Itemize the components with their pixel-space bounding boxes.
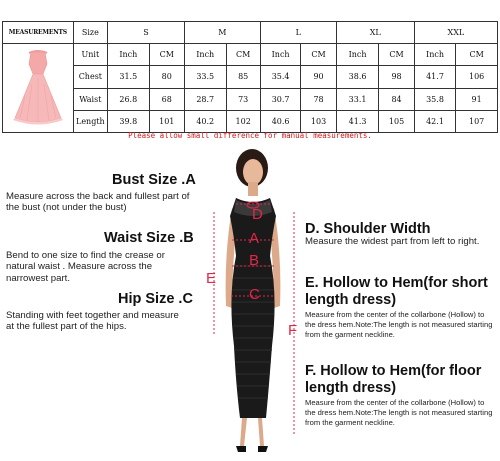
size-chart-table [2,21,498,133]
unit-inch: Inch [414,44,456,66]
table-cell: 84 [379,88,414,110]
unit-cm: CM [301,44,336,66]
table-cell: 102 [226,110,260,132]
table-cell: 41.7 [414,66,456,88]
table-cell: 90 [301,66,336,88]
short-hollow-to-hem-title: E. Hollow to Hem(for short length dress) [305,275,488,308]
hip-size-title: Hip Size .C [118,291,193,307]
unit-cm: CM [149,44,184,66]
unit-inch: Inch [108,44,150,66]
marker-d: D [252,206,263,223]
table-cell: 28.7 [184,88,226,110]
table-cell: 33.5 [184,66,226,88]
unit-inch: Inch [184,44,226,66]
dress-thumbnail [3,44,74,133]
table-cell: 35.4 [260,66,301,88]
table-row-waist [3,88,498,110]
table-row-chest [3,66,498,88]
shoulder-width-title: D. Shoulder Width [305,221,431,237]
marker-b: B [249,252,260,269]
row-label-waist: Waist [73,88,107,110]
table-cell: 101 [149,110,184,132]
table-cell: 68 [149,88,184,110]
size-s: S [108,22,185,44]
floor-hollow-to-hem-desc: Measure from the center of the collarbone (Hollow) to the dress hem.Note:The length is not measured starting from the garment neckline. [305,398,493,427]
table-cell: 91 [456,88,498,110]
table-cell: 35.8 [414,88,456,110]
unit-label: Unit [73,44,107,66]
model-figure [196,146,308,461]
table-cell: 85 [226,66,260,88]
table-cell: 106 [456,66,498,88]
row-label-chest: Chest [73,66,107,88]
table-cell: 41.3 [336,110,379,132]
table-cell: 39.8 [108,110,150,132]
table-cell: 30.7 [260,88,301,110]
row-label-length: Length [73,110,107,132]
table-cell: 33.1 [336,88,379,110]
unit-row [3,44,498,66]
table-cell: 80 [149,66,184,88]
hip-size-desc: Standing with feet together and measure at the fullest part of the hips. [6,310,179,333]
size-m: M [184,22,260,44]
unit-inch: Inch [260,44,301,66]
measurement-disclaimer: Please allow small difference for manual measurements. [128,131,372,140]
table-cell: 31.5 [108,66,150,88]
table-cell: 78 [301,88,336,110]
table-cell: 38.6 [336,66,379,88]
waist-size-title: Waist Size .B [104,230,194,246]
table-cell: 105 [379,110,414,132]
table-cell: 40.6 [260,110,301,132]
floor-hollow-to-hem-title: F. Hollow to Hem(for floor length dress) [305,363,482,396]
unit-inch: Inch [336,44,379,66]
size-l: L [260,22,336,44]
short-hollow-to-hem-desc: Measure from the center of the collarbone (Hollow) to the dress hem.Note:The length is not measured starting from the garment neckline. [305,310,493,339]
table-row-length [3,110,498,132]
table-cell: 26.8 [108,88,150,110]
pink-dress-image [5,44,71,130]
size-xxl: XXL [414,22,497,44]
marker-c: C [249,286,260,303]
marker-a: A [249,230,260,247]
size-label: Size [73,22,107,44]
table-cell: 98 [379,66,414,88]
unit-cm: CM [226,44,260,66]
table-cell: 73 [226,88,260,110]
table-cell: 103 [301,110,336,132]
shoulder-width-desc: Measure the widest part from left to right. [305,236,480,247]
table-cell: 107 [456,110,498,132]
table-cell: 42.1 [414,110,456,132]
size-header-row [3,22,498,44]
unit-cm: CM [456,44,498,66]
waist-size-desc: Bend to one size to find the crease or natural waist . Measure across the narrowest part. [6,250,165,284]
marker-f: F [288,322,298,339]
table-cell: 40.2 [184,110,226,132]
unit-cm: CM [379,44,414,66]
bust-size-title: Bust Size .A [112,172,196,188]
marker-e: E [206,270,217,287]
model-silhouette [196,146,308,461]
size-xl: XL [336,22,414,44]
bust-size-desc: Measure across the back and fullest part of the bust (not under the bust) [6,191,190,214]
measurements-corner-label: MEASUREMENTS [3,22,74,44]
